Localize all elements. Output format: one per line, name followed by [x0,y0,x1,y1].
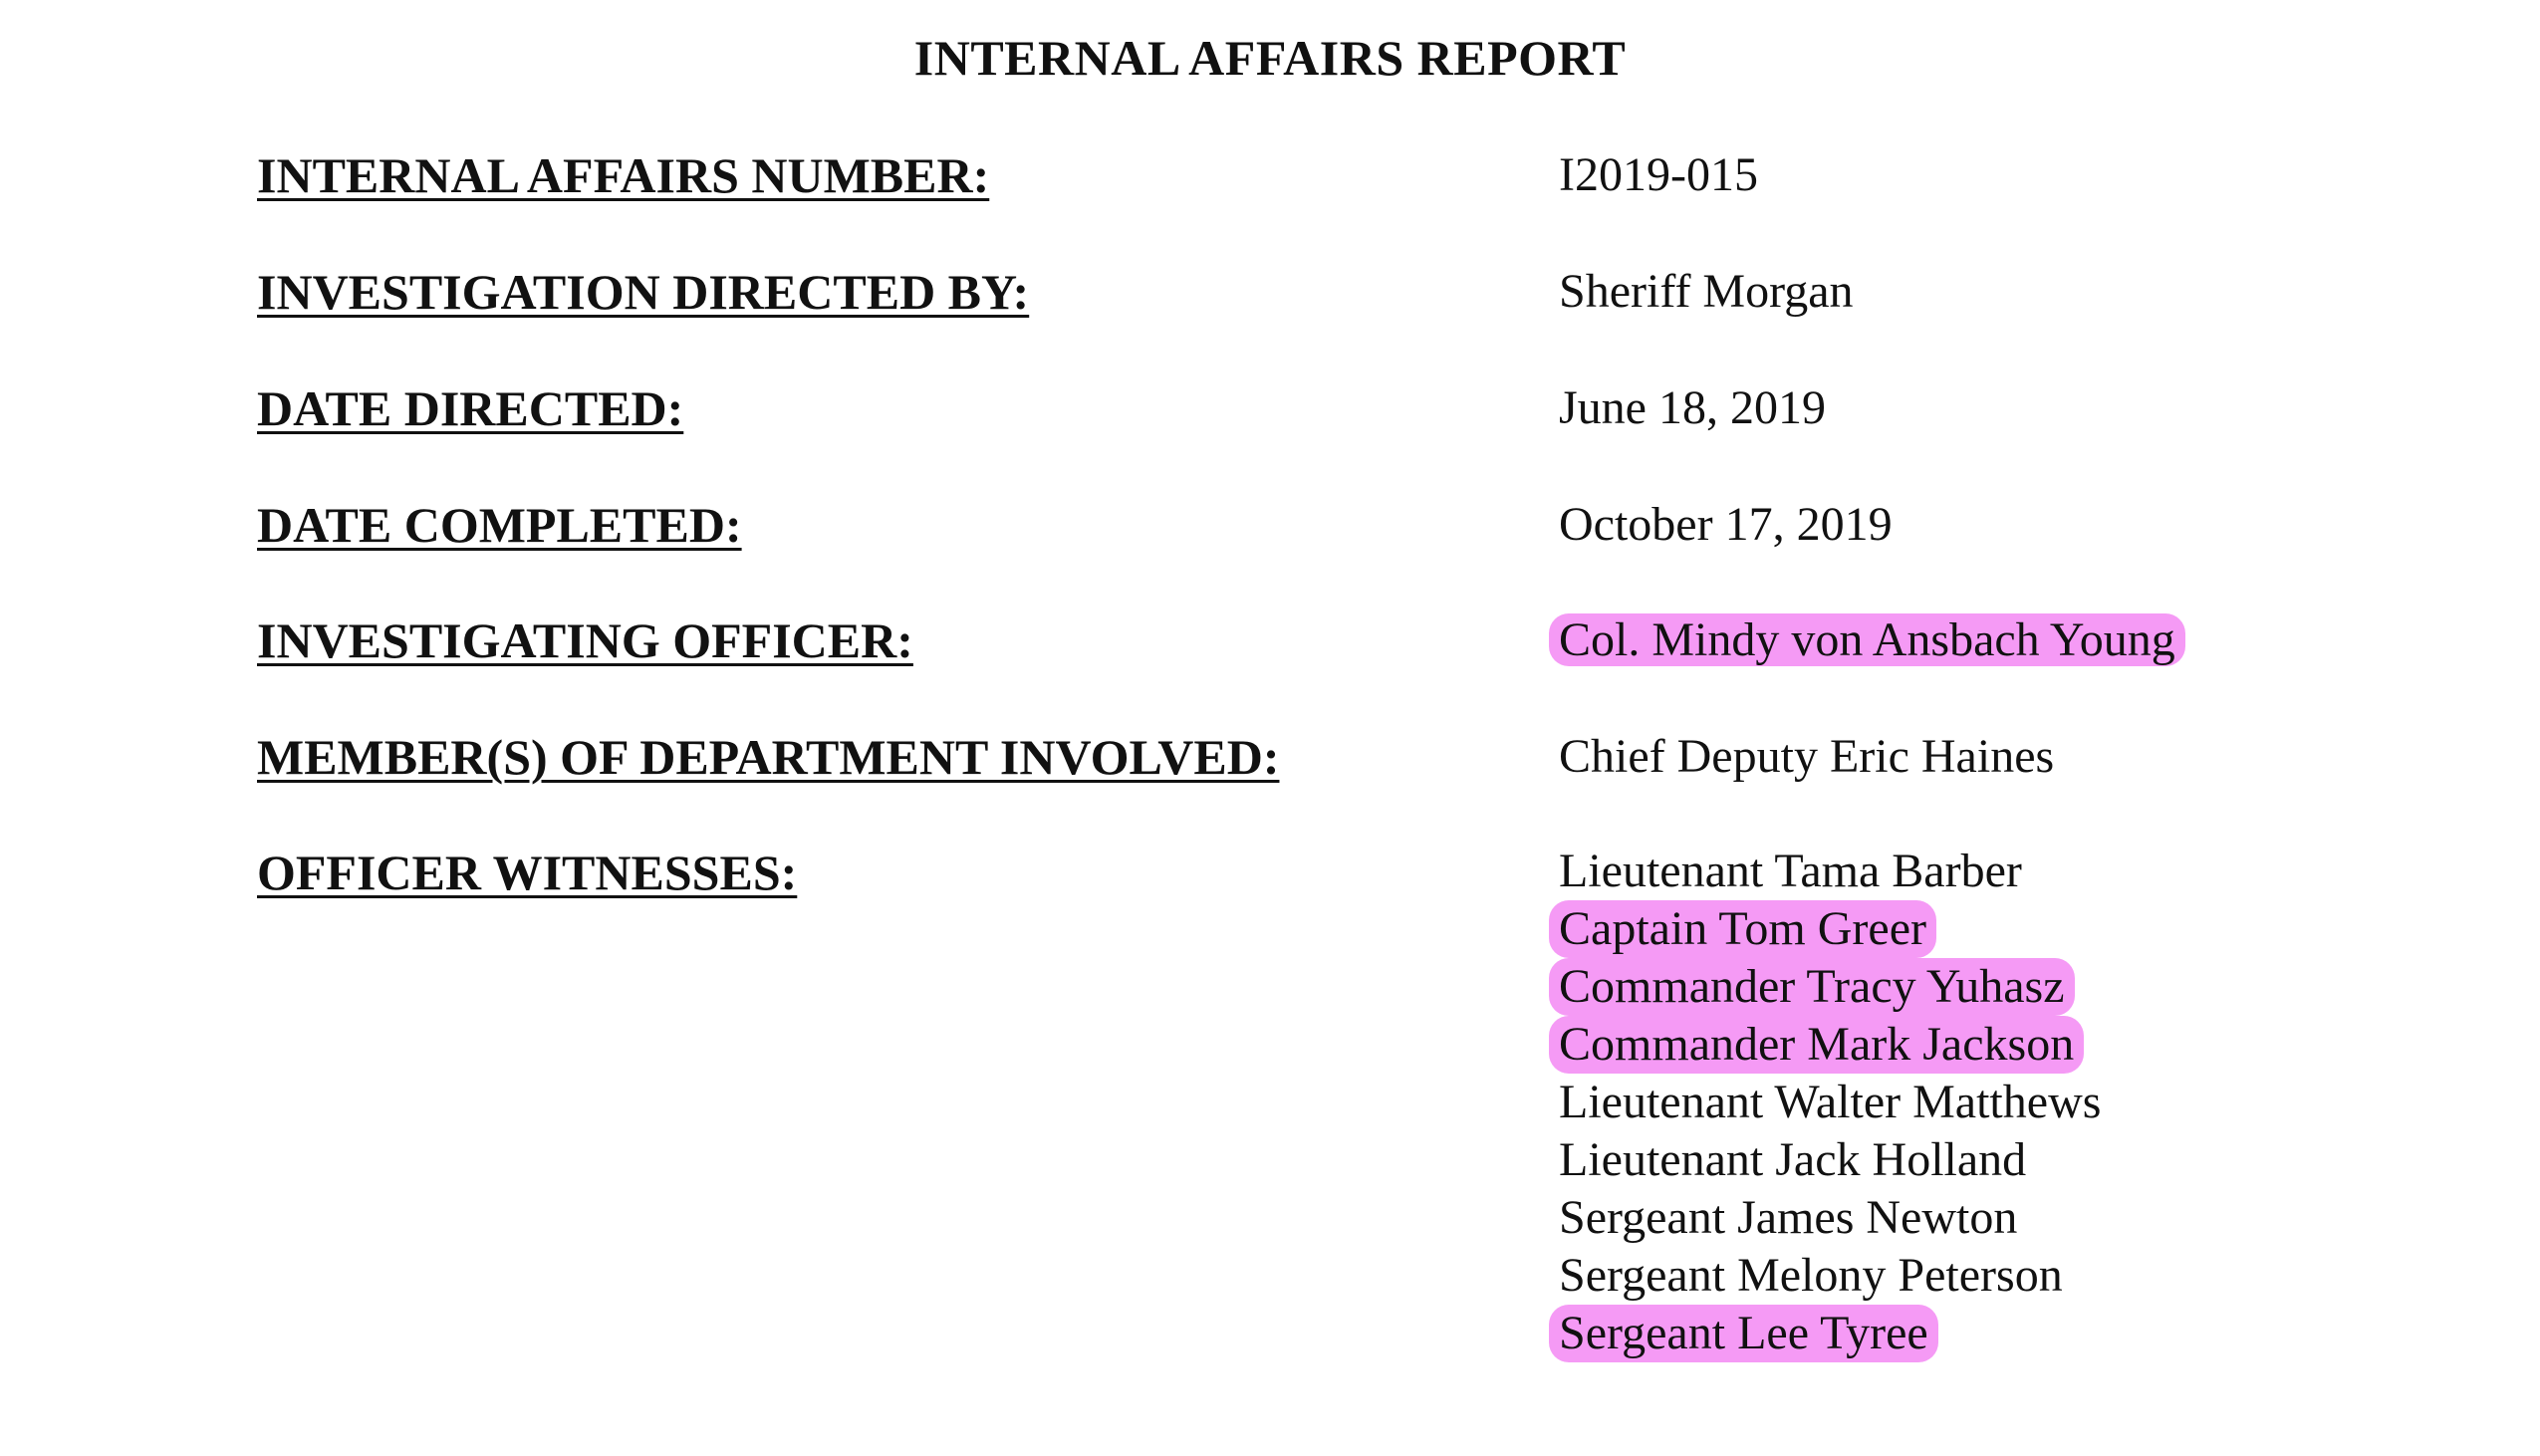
value-text: October 17, 2019 [1559,498,1893,551]
field-label: INTERNAL AFFAIRS NUMBER: [257,147,990,203]
field-investigation-directed-by [0,262,2540,322]
value-text: Col. Mindy von Ansbach Young [1549,613,2185,666]
field-label: INVESTIGATING OFFICER: [257,612,913,668]
field-investigating-officer [0,610,2540,670]
field-label: INVESTIGATION DIRECTED BY: [257,264,1030,320]
witness-name: Commander Mark Jackson [1549,1016,2084,1074]
witness-name: Lieutenant Walter Matthews [1559,1076,2102,1128]
field-label: OFFICER WITNESSES: [257,845,798,900]
value-text: June 18, 2019 [1559,381,1826,434]
witness-name: Lieutenant Jack Holland [1559,1133,2027,1186]
witness-item [1559,958,2101,1016]
witness-item [1559,843,2101,900]
field-members-involved [0,727,2540,787]
field-value [1559,727,2054,787]
witness-name: Captain Tom Greer [1549,900,1936,958]
field-date-completed [0,495,2540,555]
witness-list [1559,843,2101,1362]
witness-name: Sergeant Melony Peterson [1559,1249,2063,1302]
witness-item [1559,900,2101,958]
witness-item [1559,1016,2101,1074]
witness-item [1559,1305,2101,1362]
field-value [1559,610,2185,670]
field-value [1559,262,1854,322]
field-officer-witnesses [0,843,2540,902]
field-label: MEMBER(S) OF DEPARTMENT INVOLVED: [257,729,1280,785]
field-value [1559,145,1758,205]
witness-item [1559,1247,2101,1305]
field-internal-affairs-number [0,145,2540,205]
field-date-directed [0,378,2540,438]
witness-name: Sergeant James Newton [1559,1191,2018,1244]
value-text: I2019-015 [1559,148,1758,201]
report-title: INTERNAL AFFAIRS REPORT [913,30,1627,86]
value-text: Sheriff Morgan [1559,265,1854,318]
value-text: Chief Deputy Eric Haines [1559,730,2055,783]
field-value [1559,378,1826,438]
witness-item [1559,1131,2101,1189]
field-label: DATE COMPLETED: [257,497,742,553]
field-value [1559,495,1893,555]
witness-name: Lieutenant Tama Barber [1559,845,2022,897]
witness-name: Commander Tracy Yuhasz [1549,958,2075,1016]
witness-item [1559,1189,2101,1247]
field-label: DATE DIRECTED: [257,380,684,436]
witness-name: Sergeant Lee Tyree [1549,1305,1938,1362]
witness-item [1559,1074,2101,1131]
